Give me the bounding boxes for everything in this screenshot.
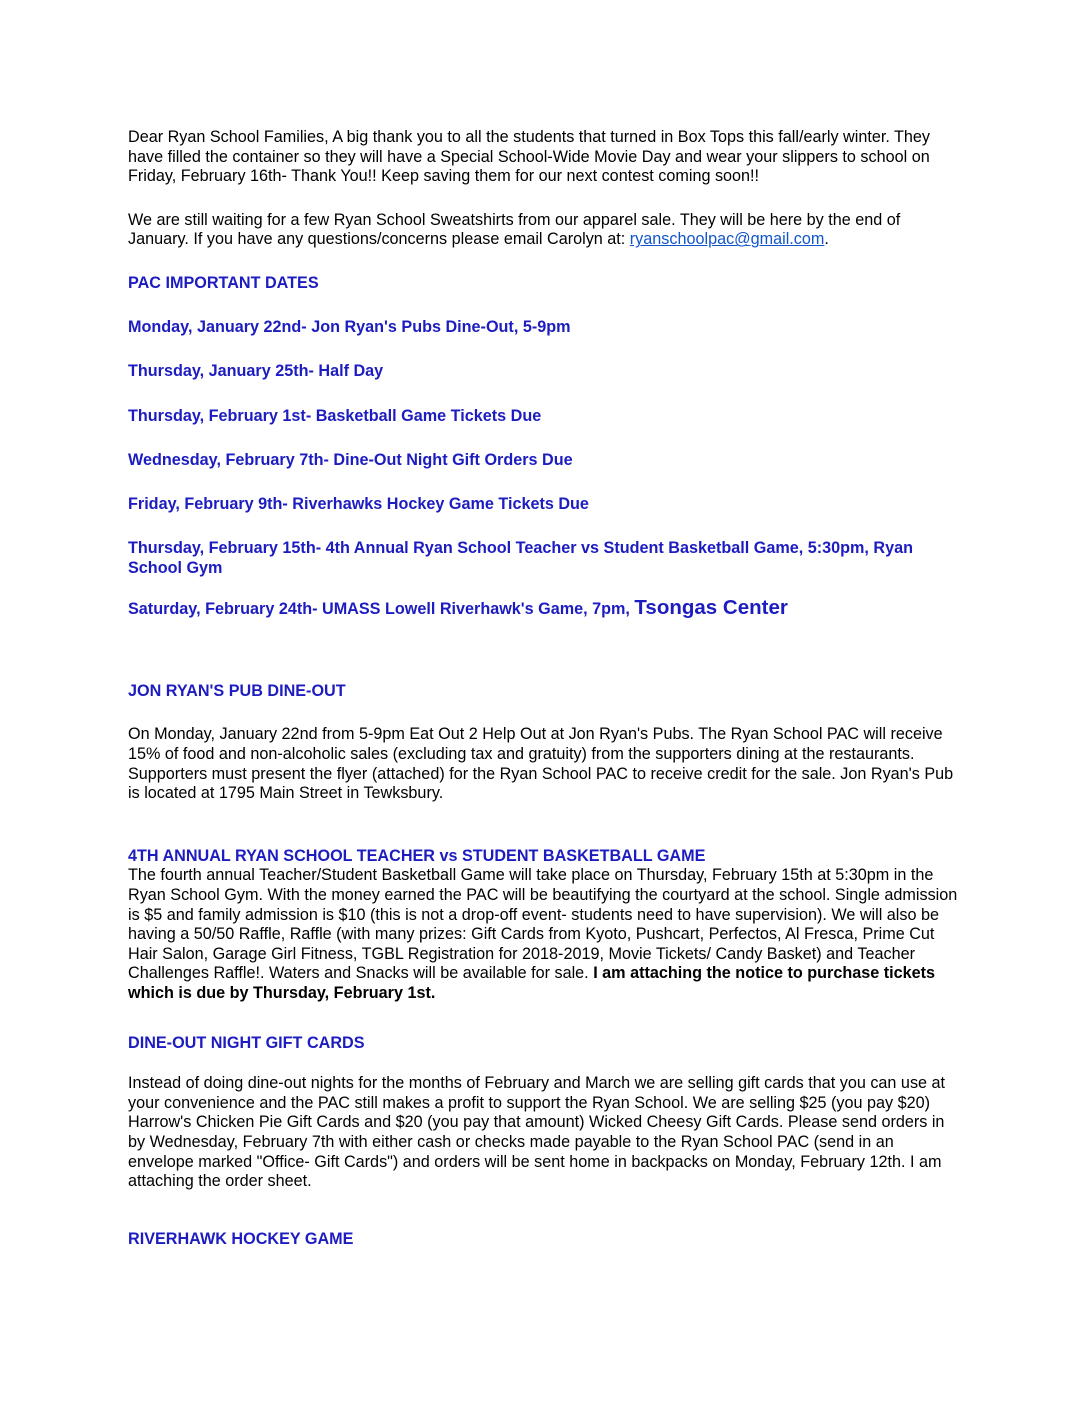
date-item-last-text: Saturday, February 24th- UMASS Lowell Riverhawk's Game, 7pm, (128, 600, 635, 619)
intro-paragraph-2-end: . (824, 230, 829, 249)
pub-dine-out-heading: JON RYAN'S PUB DINE-OUT (128, 681, 346, 700)
date-item: Thursday, February 15th- 4th Annual Ryan School Teacher vs Student Basketball Game, 5:30pm, Ryan School Gym (128, 539, 914, 577)
basketball-game-body-text: The fourth annual Teacher/Student Basketball Game will take place on Thursday, February 15th at 5:30pm in the Ryan School Gym. With the money earned the PAC will be beautifying the courtyard at the school. Single admission is $5 and family admission is $10 (this is not a drop-off event- students need to have supervision). We will also be having a 50/50 Raffle, Raffle (with many prizes: Gift Cards from Kyoto, Pushcart, Perfectos, Al Fresca, Prime Cut Hair Salon, Garage Girl Fitness, TGBL Registration for 2018-2019, Movie Tickets/ Candy Basket) and Teacher Challenges Raffle!. Waters and Snacks will be available for sale. (128, 866, 958, 983)
spacer (128, 804, 960, 847)
important-dates-heading: PAC IMPORTANT DATES (128, 273, 319, 292)
hockey-game-heading: RIVERHAWK HOCKEY GAME (128, 1229, 354, 1248)
pub-dine-out-body: On Monday, January 22nd from 5-9pm Eat Out 2 Help Out at Jon Ryan's Pubs. The Ryan School PAC will receive 15% of food and non-alcoholic sales (excluding tax and gratuity) from the supporters dining at the restaurants. Supporters must present the flyer (attached) for the Ryan School PAC to receive credit for the sale. Jon Ryan's Pub is located at 1795 Main Street in Tewksbury. (128, 725, 954, 803)
email-link[interactable]: ryanschoolpac@gmail.com (629, 230, 825, 249)
date-item: Monday, January 22nd- Jon Ryan's Pubs Dine-Out, 5-9pm (128, 318, 571, 337)
intro-paragraph-1: Dear Ryan School Families, A big thank you to all the students that turned in Box Tops this fall/early winter. They have filled the container so they will have a Special School-Wide Movie Day and wear your slippers to school on Friday, February 16th- Thank You!! Keep saving them for our next contest coming soon!! (128, 128, 931, 186)
date-item-last (128, 598, 960, 620)
basketball-game-body (128, 866, 960, 1003)
intro-paragraph-2-text: We are still waiting for a few Ryan School Sweatshirts from our apparel sale. They will be here by the end of January. If you have any questions/concerns please email Carolyn at: (128, 210, 901, 249)
spacer (128, 620, 960, 682)
date-item: Thursday, February 1st- Basketball Game Tickets Due (128, 406, 542, 425)
intro-paragraph-2 (128, 211, 960, 250)
venue-name: Tsongas Center (634, 596, 788, 620)
basketball-game-heading: 4TH ANNUAL RYAN SCHOOL TEACHER vs STUDENT BASKETBALL GAME (128, 846, 706, 865)
basketball-game-notice: I am attaching the notice to purchase tickets which is due by Thursday, February 1st. (128, 964, 936, 1002)
date-item: Thursday, January 25th- Half Day (128, 362, 384, 381)
spacer (128, 1004, 960, 1034)
gift-cards-body: Instead of doing dine-out nights for the months of February and March we are selling gift cards that you can use at your convenience and the PAC still makes a profit to support the Ryan School. We are selling $25 (you pay $20) Harrow's Chicken Pie Gift Cards and $20 (you pay that amount) Wicked Cheesy Gift Cards. Please send orders in by Wednesday, February 7th with either cash or checks made payable to the Ryan School PAC (send in an envelope marked "Office- Gift Cards") and orders will be sent home in backpacks on Monday, February 12th. I am attaching the order sheet. (128, 1074, 946, 1191)
newsletter-page (128, 128, 960, 1249)
spacer (128, 1192, 960, 1230)
date-item: Wednesday, February 7th- Dine-Out Night Gift Orders Due (128, 450, 573, 469)
gift-cards-heading: DINE-OUT NIGHT GIFT CARDS (128, 1033, 365, 1052)
date-item: Friday, February 9th- Riverhawks Hockey Game Tickets Due (128, 494, 589, 513)
